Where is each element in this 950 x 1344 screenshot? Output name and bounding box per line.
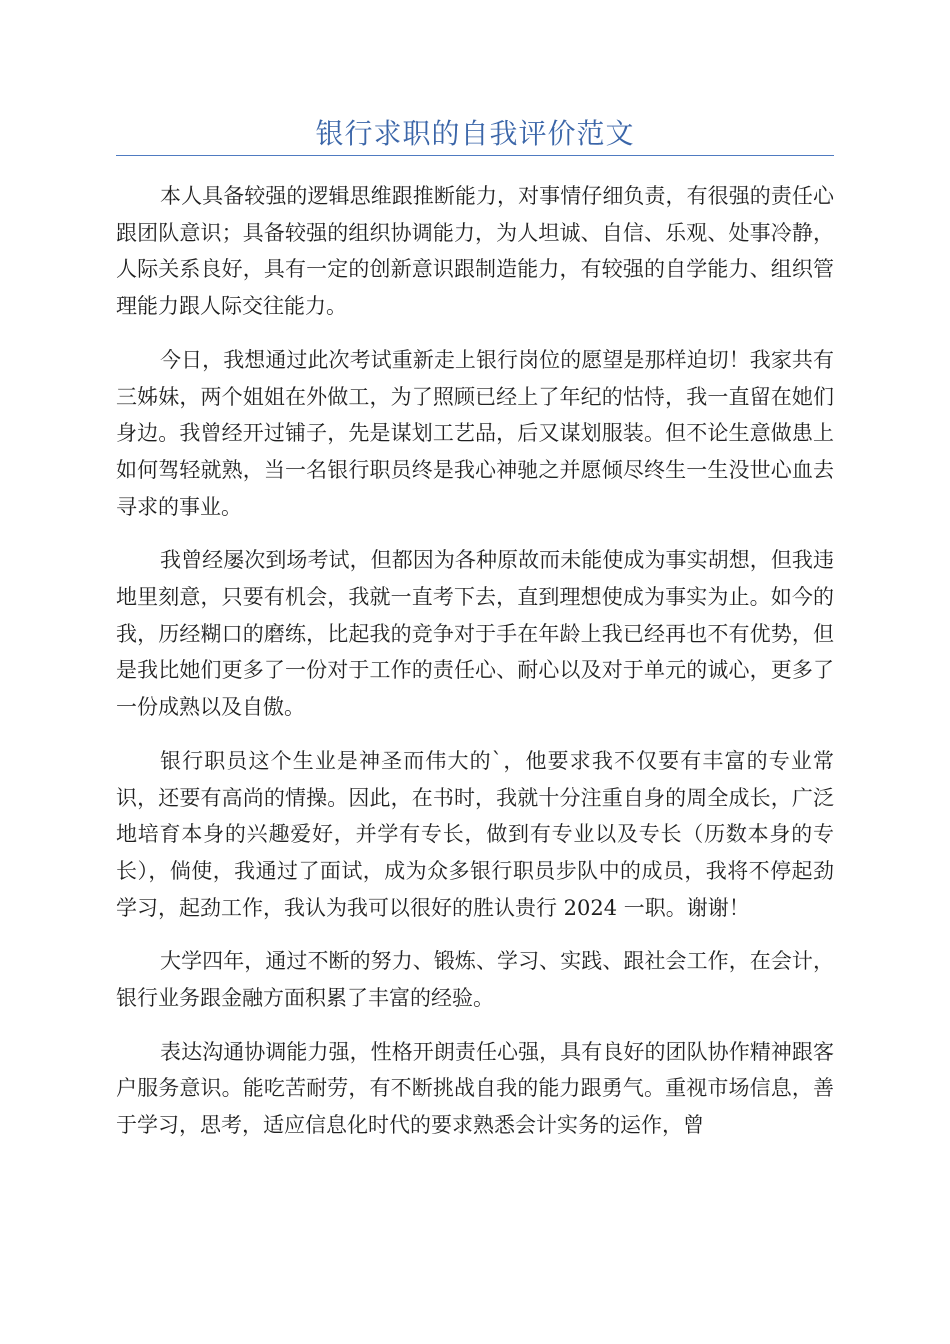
title-underline xyxy=(116,155,834,156)
paragraph-5: 大学四年，通过不断的努力、锻炼、学习、实践、跟社会工作，在会计，银行业务跟金融方面积累了丰富的经验。 xyxy=(116,949,834,1011)
document-title: 银行求职的自我评价范文 xyxy=(315,117,635,150)
document-body xyxy=(116,178,834,1161)
paragraph-1: 本人具备较强的逻辑思维跟推断能力，对事情仔细负责，有很强的责任心跟团队意识；具备较强的组织协调能力，为人坦诚、自信、乐观、处事冷静，人际关系良好，具有一定的创新意识跟制造能力，有较强的自学能力、组织管理能力跟人际交往能力。 xyxy=(116,184,834,319)
paragraph-6: 表达沟通协调能力强，性格开朗责任心强，具有良好的团队协作精神跟客户服务意识。能吃苦耐劳，有不断挑战自我的能力跟勇气。重视市场信息，善于学习，思考，适应信息化时代的要求熟悉会计实务的运作，曾 xyxy=(116,1039,834,1138)
paragraph-2: 今日，我想通过此次考试重新走上银行岗位的愿望是那样迫切！我家共有三姊妹，两个姐姐在外做工，为了照顾已经上了年纪的怙恃，我一直留在她们身边。我曾经开过铺子，先是谋划工艺品，后又谋划服装。但不论生意做患上如何驾轻就熟，当一名银行职员终是我心神驰之并愿倾尽终生一生没世心血去寻求的事业。 xyxy=(116,347,834,519)
paragraph-4: 银行职员这个生业是神圣而伟大的`，他要求我不仅要有丰富的专业常识，还要有高尚的情操。因此，在书时，我就十分注重自身的周全成长，广泛地培育本身的兴趣爱好，并学有专长，做到有专业以及专长（历数本身的专长），倘使，我通过了面试，成为众多银行职员步队中的成员，我将不停起劲学习，起劲工作，我认为我可以很好的胜认贵行 2024 一职。谢谢！ xyxy=(116,748,834,920)
paragraph-3: 我曾经屡次到场考试，但都因为各种原故而未能使成为事实胡想，但我违地里刻意，只要有机会，我就一直考下去，直到理想使成为事实为止。如今的我，历经糊口的磨练，比起我的竞争对于手在年龄上我已经再也不有优势，但是我比她们更多了一份对于工作的责任心、耐心以及对于单元的诚心，更多了一份成熟以及自傲。 xyxy=(116,548,834,720)
